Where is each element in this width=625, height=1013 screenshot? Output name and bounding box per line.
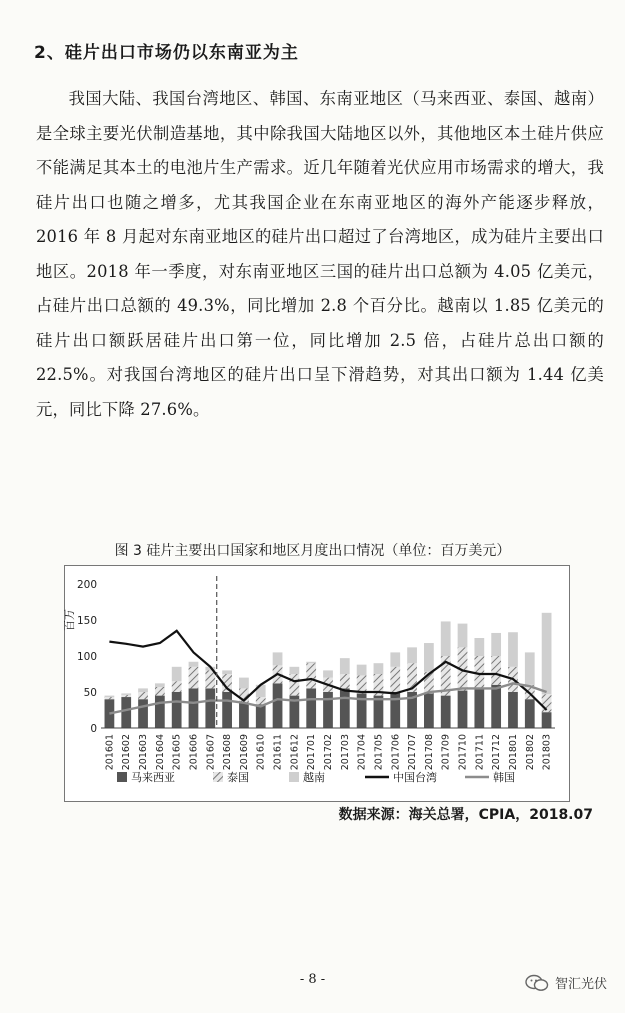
wechat-icon	[525, 974, 549, 992]
legend-swatch-thailand	[213, 772, 223, 782]
bar-malaysia	[189, 688, 199, 728]
y-tick-label: 0	[90, 723, 97, 735]
bar-malaysia	[273, 683, 283, 728]
bar-malaysia	[323, 692, 333, 728]
legend-label-thailand: 泰国	[227, 771, 249, 784]
bar-thailand	[306, 663, 316, 688]
bar-thailand	[138, 692, 148, 699]
x-tick-label: 201611	[272, 734, 284, 771]
y-tick-label: 150	[76, 615, 97, 627]
x-tick-label: 201703	[339, 734, 351, 771]
x-tick-label: 201607	[205, 734, 217, 771]
bar-vietnam	[525, 652, 535, 684]
bar-thailand	[189, 667, 199, 689]
bar-thailand	[289, 674, 299, 696]
bar-vietnam	[289, 667, 299, 674]
bar-malaysia	[542, 712, 552, 728]
x-tick-label: 201612	[289, 734, 301, 771]
page-number: - 8 -	[299, 972, 326, 987]
x-tick-label: 201704	[356, 734, 368, 771]
bar-thailand	[121, 695, 131, 697]
legend-label-vietnam: 越南	[303, 771, 325, 784]
bar-thailand	[491, 656, 501, 685]
bar-thailand	[340, 674, 350, 688]
legend-label-taiwan: 中国台湾	[393, 771, 437, 784]
bar-malaysia	[205, 688, 215, 728]
bar-vietnam	[458, 624, 468, 648]
x-tick-label: 201708	[423, 734, 435, 771]
body-paragraph: 我国大陆、我国台湾地区、韩国、东南亚地区（马来西亚、泰国、越南）是全球主要光伏制造基地，其中除我国大陆地区以外，其他地区本土硅片供应不能满足其本土的电池片生产需求。近几年随着光伏应用市场需求的增大，我硅片出口也随之增多，尤其我国企业在东南亚地区的海外产能逐步释放，2016 年 8 月起对东南亚地区的硅片出口超过了台湾地区，成为硅片主要出口地区。2018 年一季度，对东南亚地区三国的硅片出口总额为 4.05 亿美元，占硅片出口总额的 49.3%，同比增加 2.8 个百分比。越南以 1.85 亿美元的硅片出口额跃居硅片出口第一位，同比增加 2.5 倍，占硅片总出口额的 22.5%。对我国台湾地区的硅片出口呈下滑趋势，对其出口额为 1.44 亿美元，同比下降 27.6%。	[36, 89, 604, 419]
bar-malaysia	[390, 692, 400, 728]
bar-malaysia	[256, 704, 266, 728]
x-tick-label: 201608	[222, 734, 234, 771]
bar-vietnam	[323, 670, 333, 677]
legend-label-malaysia: 马来西亚	[131, 771, 175, 784]
bar-malaysia	[525, 699, 535, 728]
bar-vietnam	[189, 662, 199, 667]
legend-label-korea: 韩国	[493, 771, 515, 784]
x-tick-label: 201707	[407, 734, 419, 771]
bar-vietnam	[357, 665, 367, 676]
bar-malaysia	[340, 688, 350, 728]
chart-frame	[64, 565, 570, 802]
x-tick-label: 201702	[323, 734, 334, 771]
bar-thailand	[205, 670, 215, 688]
bar-thailand	[105, 697, 115, 699]
x-tick-label: 201712	[491, 734, 503, 771]
bar-thailand	[390, 667, 400, 692]
x-tick-label: 201610	[255, 734, 267, 771]
bar-vietnam	[374, 663, 384, 674]
y-tick-label: 50	[83, 687, 97, 699]
x-tick-label: 201802	[524, 734, 536, 771]
x-tick-label: 201601	[104, 734, 116, 771]
bar-vietnam	[306, 662, 316, 663]
y-tick-label: 100	[76, 651, 97, 663]
bar-malaysia	[441, 696, 451, 728]
x-tick-label: 201605	[171, 734, 183, 771]
bar-malaysia	[508, 692, 518, 728]
bar-thailand	[256, 697, 266, 704]
bar-thailand	[172, 681, 182, 692]
bar-vietnam	[239, 678, 249, 689]
x-tick-label: 201706	[390, 734, 402, 771]
x-tick-label: 201701	[306, 734, 318, 771]
x-tick-label: 201705	[373, 734, 385, 771]
y-axis-label: 百万	[63, 609, 76, 631]
x-tick-label: 201801	[507, 734, 519, 771]
x-tick-label: 201604	[154, 734, 166, 771]
bar-malaysia	[138, 699, 148, 728]
bar-malaysia	[424, 693, 434, 728]
legend-swatch-malaysia	[117, 772, 127, 782]
x-tick-label: 201803	[541, 734, 553, 771]
y-tick-label: 200	[76, 579, 97, 591]
bar-vietnam	[441, 621, 451, 656]
bar-thailand	[155, 687, 165, 696]
export-chart	[65, 566, 569, 801]
bar-vietnam	[138, 688, 148, 692]
bar-malaysia	[374, 696, 384, 728]
x-tick-label: 201602	[121, 734, 133, 771]
bar-vietnam	[407, 647, 417, 663]
bar-vietnam	[424, 643, 434, 672]
bar-vietnam	[491, 633, 501, 656]
bar-malaysia	[491, 685, 501, 728]
x-tick-label: 201603	[138, 734, 150, 771]
bar-malaysia	[239, 703, 249, 728]
bar-vietnam	[172, 667, 182, 681]
data-source: 数据来源：海关总署，CPIA，2018.07	[338, 807, 593, 823]
figure-title: 图 3 硅片主要出口国家和地区月度出口情况（单位：百万美元）	[114, 543, 511, 559]
bar-malaysia	[155, 696, 165, 728]
bar-vietnam	[222, 670, 232, 674]
bar-vietnam	[474, 638, 484, 656]
bar-vietnam	[508, 632, 518, 667]
bar-malaysia	[121, 697, 131, 728]
bar-malaysia	[222, 692, 232, 728]
x-tick-label: 201609	[238, 734, 250, 771]
bar-vietnam	[155, 683, 165, 687]
section-heading: 2、硅片出口市场仍以东南亚为主	[34, 43, 299, 63]
x-tick-label: 201606	[188, 734, 200, 771]
bar-malaysia	[474, 688, 484, 728]
bar-vietnam	[542, 613, 552, 694]
x-tick-label: 201709	[440, 734, 452, 771]
bar-malaysia	[306, 688, 316, 728]
bar-vietnam	[121, 693, 131, 694]
bar-malaysia	[172, 692, 182, 728]
bar-vietnam	[340, 658, 350, 674]
bar-malaysia	[458, 691, 468, 728]
bar-vietnam	[105, 696, 115, 697]
bar-vietnam	[390, 652, 400, 666]
watermark	[525, 973, 607, 992]
watermark-text: 智汇光伏	[554, 977, 607, 992]
x-tick-label: 201710	[457, 734, 469, 771]
legend-swatch-vietnam	[289, 772, 299, 782]
bar-vietnam	[273, 652, 283, 665]
x-tick-label: 201711	[474, 734, 486, 771]
